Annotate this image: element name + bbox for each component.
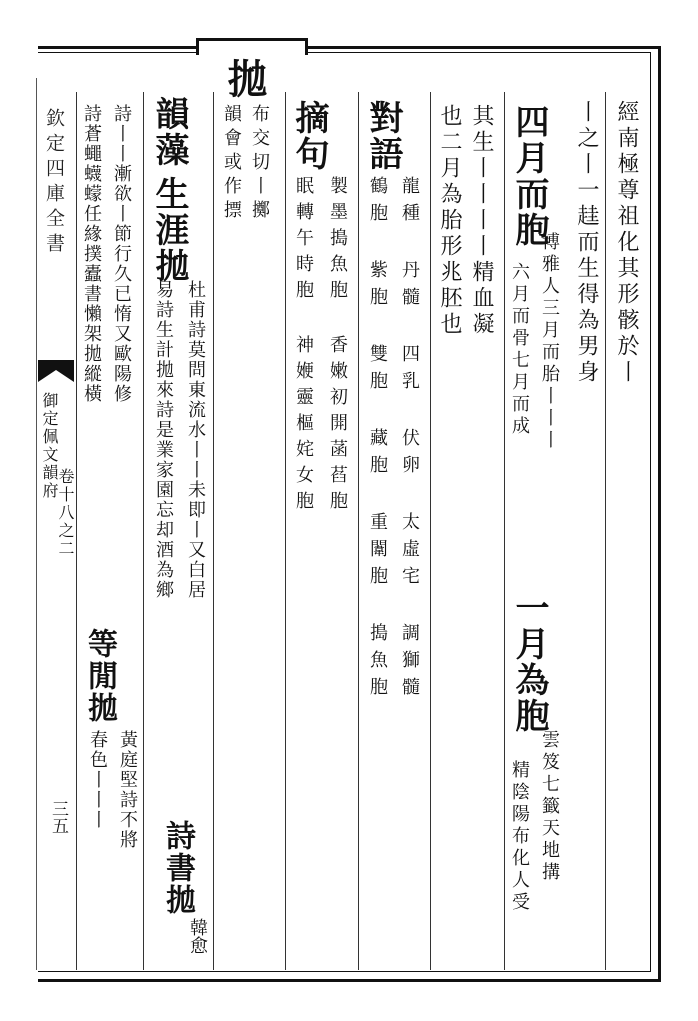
text-column-4a: 其生丨丨丨丨精血凝 [469, 104, 494, 338]
column-rule [143, 92, 144, 970]
entry-heading: 詩書拋 [160, 820, 195, 916]
quoted-lines: 詩丨丨漸欲丨節行久已惰又歐陽修 [111, 104, 132, 404]
entry-note: 精陰陽布化人受 [509, 760, 530, 914]
entry-note: 博雅人三月而胎丨丨丨 [539, 232, 560, 452]
quoted-lines: 杜甫詩莫問東流水丨丨未即丨又白居 [185, 280, 206, 600]
entry-note: 黃庭堅詩不將 [117, 730, 138, 850]
section-heading: 韻藻 [149, 96, 189, 168]
book-title: 欽定四庫全書 [43, 108, 65, 258]
column-rule [430, 92, 431, 970]
header-tab [196, 38, 308, 55]
header-title: 拋 [221, 58, 268, 100]
column-rule [504, 92, 505, 970]
column-rule [285, 92, 286, 970]
section-heading: 摘句 [289, 100, 329, 172]
paired-terms: 鶴胞 紫胞 雙胞 藏胞 重闈胞 搗魚胞 [367, 176, 388, 704]
entry-heading: 等閒拋 [82, 628, 117, 724]
volume-title: 御定佩文韻府 [40, 392, 59, 500]
entry-note: 六月而骨七月而成 [509, 262, 530, 438]
text-column-2: 丨之丨一䞨而生得為男身 [574, 100, 599, 386]
entry-note: 韓愈 [187, 918, 208, 954]
quoted-lines: 眠轉午時胞 神㛹靈樞姹女胞 [293, 176, 314, 517]
paired-terms: 龍種 丹髓 四乳 伏卵 太虛宅 調獅髓 [399, 176, 420, 704]
chapter-label: 卷十八之二 [56, 468, 75, 558]
quoted-lines: 易詩生計拋來詩是業家園忘却酒為鄉 [153, 280, 174, 600]
entry-heading: 一月為胞 [509, 590, 549, 734]
text-column-4b: 也二月為胎形兆胚也 [437, 104, 462, 338]
phonetic-note: 布交切丨擲 [249, 104, 270, 224]
fish-tail-mark [38, 360, 74, 382]
entry-heading: 四月而胞 [509, 104, 549, 248]
section-heading: 對語 [363, 100, 403, 172]
margin-rule [36, 78, 37, 970]
entry-note: 春色丨丨丨 [87, 730, 108, 830]
column-rule [605, 92, 606, 970]
quoted-lines: 詩蒼蠅蠛蠓任緣撲蠹書懶架拋縱橫 [81, 104, 102, 404]
column-rule [213, 92, 214, 970]
entry-heading: 生涯拋 [149, 176, 189, 284]
column-rule [358, 92, 359, 970]
quoted-lines: 製墨搗魚胞 香嫩初開菡萏胞 [327, 176, 348, 517]
page-number: 三五 [48, 800, 68, 834]
phonetic-note: 韻會或作摽 [221, 104, 242, 224]
entry-note: 雲笈七籤天地搆 [539, 730, 560, 884]
text-column-1: 經南極尊祖化其形骸於丨 [614, 100, 639, 386]
column-rule [76, 92, 77, 970]
